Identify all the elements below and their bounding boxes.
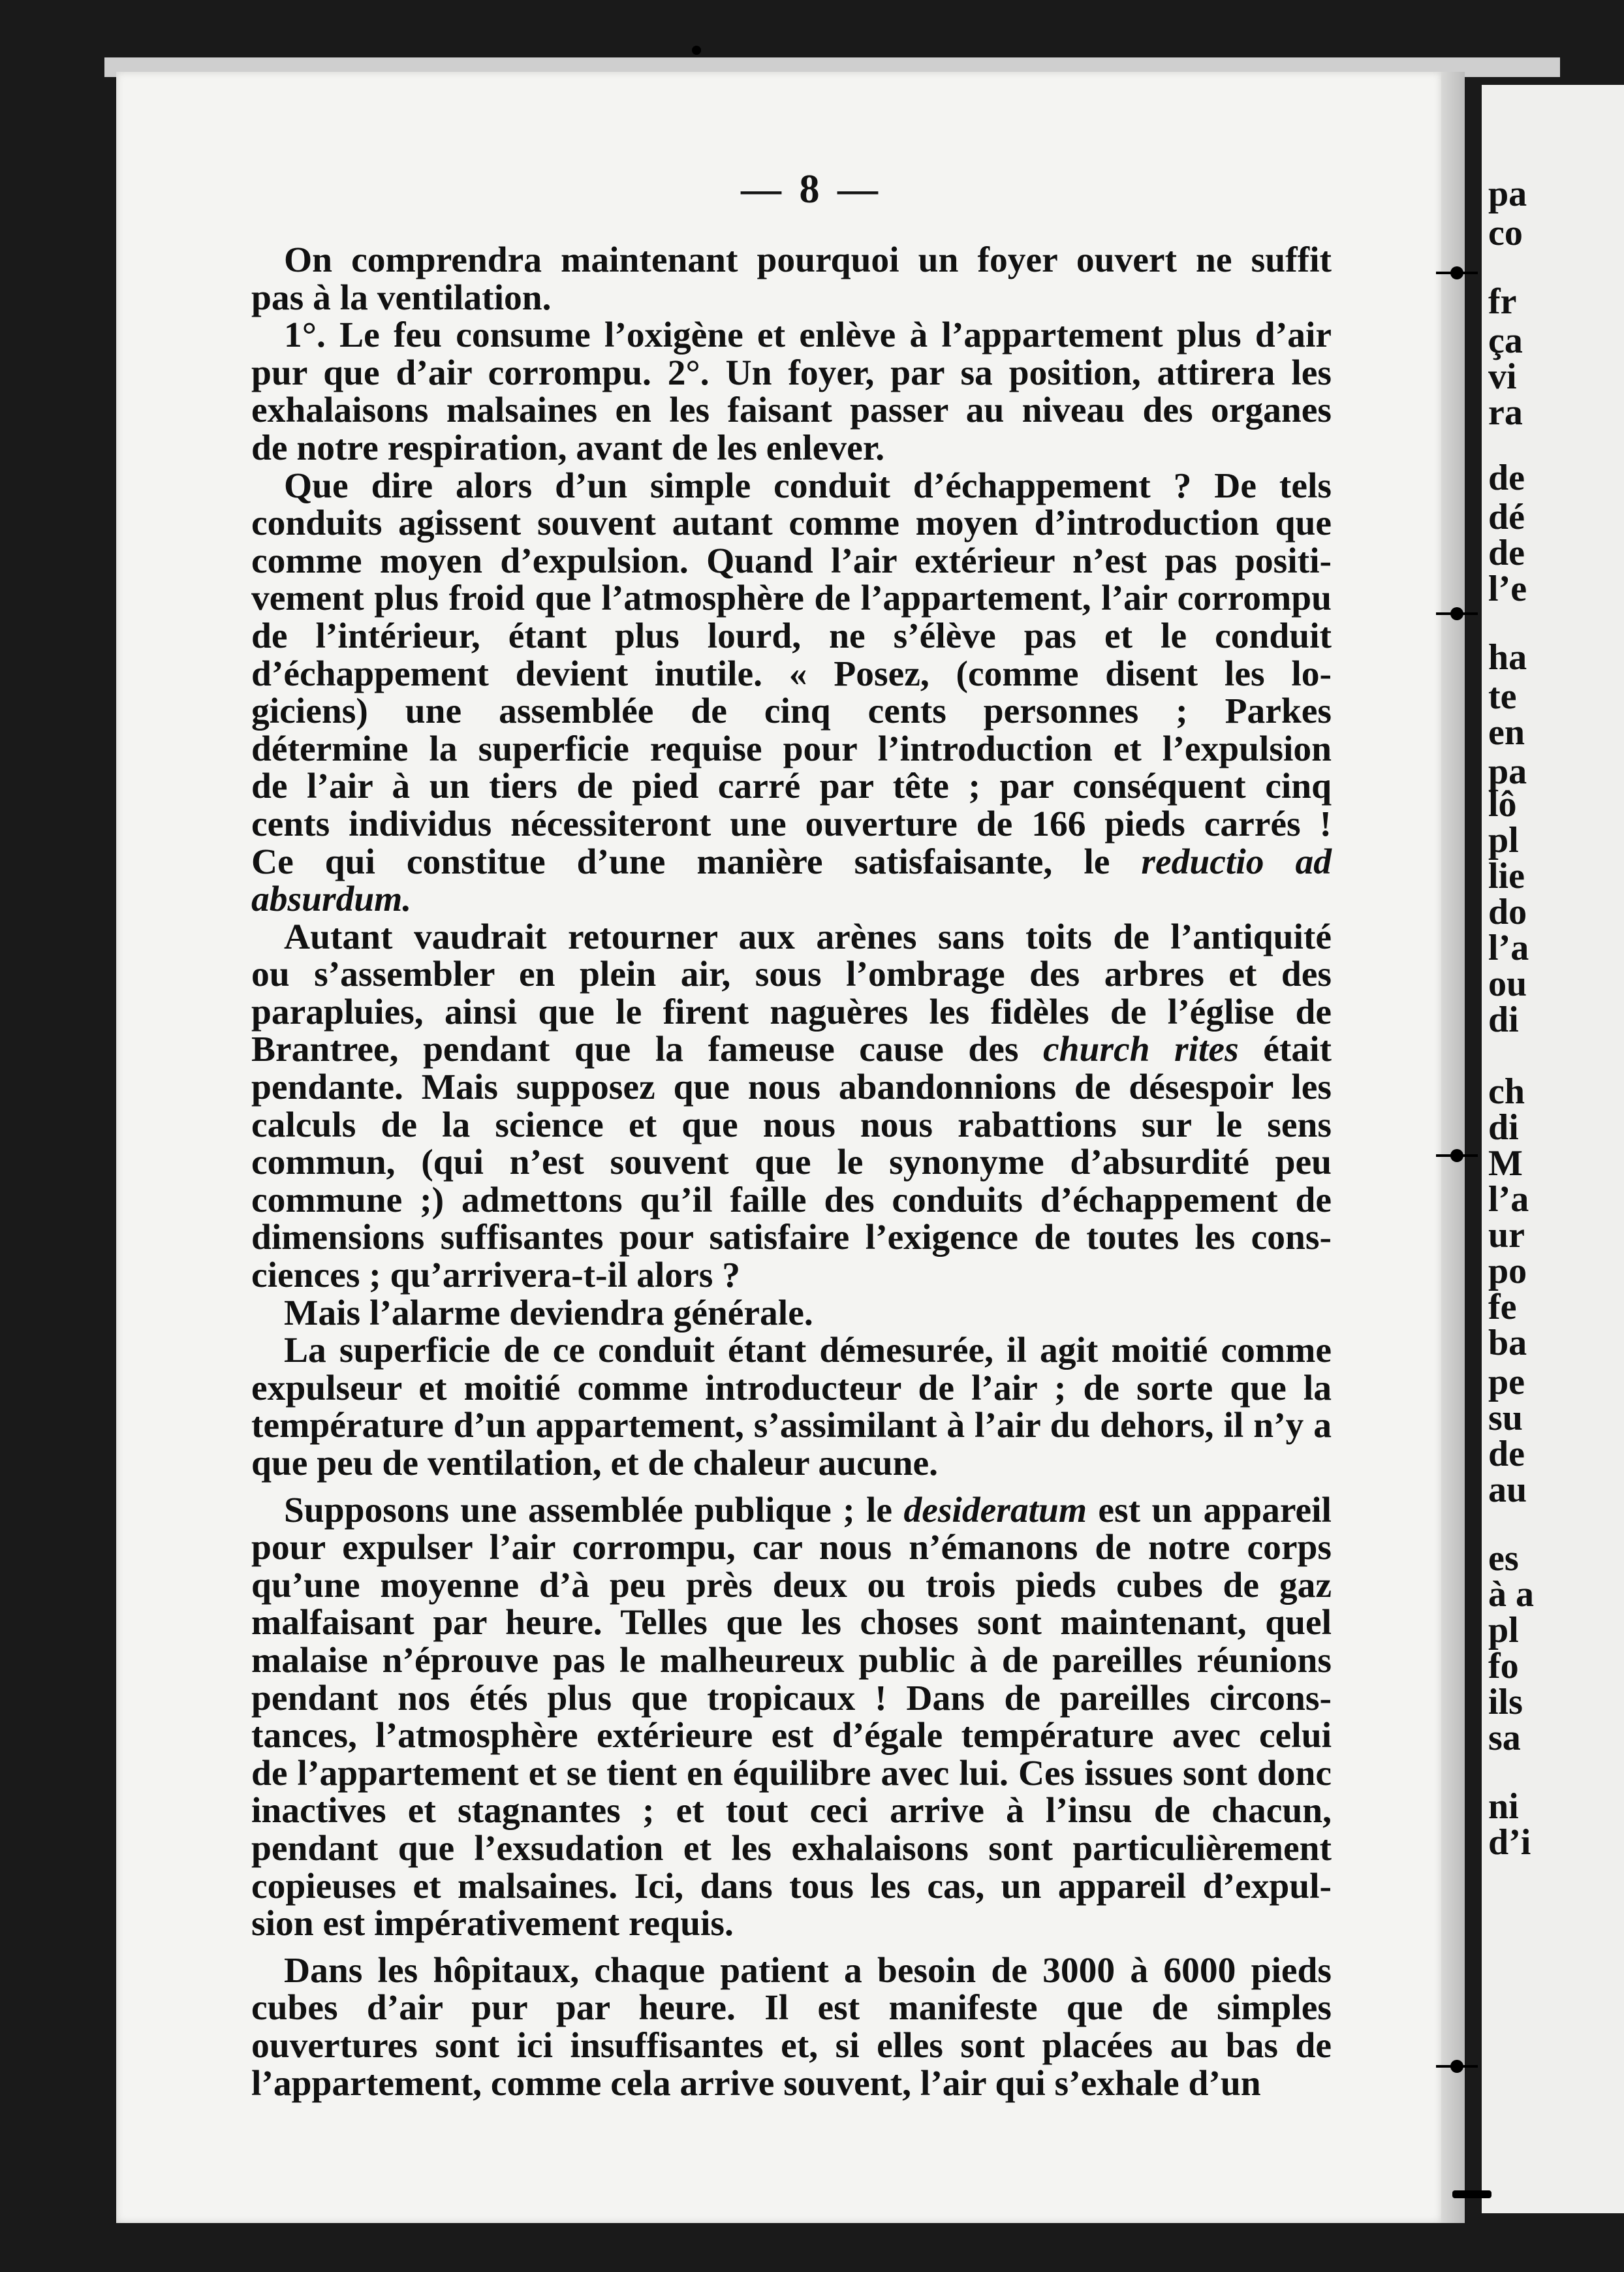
- adjacent-page-text-fragment: es: [1488, 1538, 1519, 1579]
- text-line: ouvertures sont ici insuffisantes et, si elles sont placées au bas de: [251, 2025, 1332, 2066]
- adjacent-page-text-fragment: fo: [1488, 1646, 1519, 1686]
- adjacent-page-text-fragment: co: [1488, 213, 1523, 253]
- text-line: Autant vaudrait retourner aux arènes sans toits de l’antiquité: [284, 917, 1332, 957]
- adjacent-page-text-fragment: su: [1488, 1398, 1523, 1438]
- text-line: On comprendra maintenant pourquoi un foyer ouvert ne suffit: [284, 240, 1332, 280]
- text-line: malaise n’éprouve pas le malheureux public à de pareilles réunions: [251, 1640, 1332, 1680]
- text-line: pas à la ventilation.: [251, 277, 552, 318]
- adjacent-page-text-fragment: dé: [1488, 497, 1525, 537]
- text-line: ou s’assembler en plein air, sous l’ombrage des arbres et des: [251, 955, 1332, 995]
- text-line: pendant que l’exsudation et les exhalaisons sont particulièrement: [251, 1828, 1332, 1869]
- adjacent-page-text-fragment: fr: [1488, 281, 1517, 322]
- adjacent-page-text-fragment: pl: [1488, 820, 1519, 860]
- text-line: Mais l’alarme deviendra générale.: [284, 1293, 813, 1333]
- adjacent-page-text-fragment: te: [1488, 676, 1517, 717]
- adjacent-page-text-fragment: di: [1488, 1000, 1519, 1040]
- text-line: calculs de la science et que nous nous rabattions sur le sens: [251, 1105, 1332, 1145]
- text-line: commune ;) admettons qu’il faille des conduits d’échappement de: [251, 1180, 1332, 1220]
- adjacent-page-text-fragment: ça: [1488, 321, 1523, 361]
- scan-speck: [692, 46, 701, 55]
- paragraph: [251, 467, 1332, 919]
- adjacent-page-text-fragment: vi: [1488, 356, 1517, 397]
- text-line: de l’intérieur, étant plus lourd, ne s’élève pas et le conduit: [251, 616, 1332, 656]
- paragraph: [251, 317, 1332, 467]
- text-line: Supposons une assemblée publique ; le desideratum est un appareil: [284, 1490, 1332, 1530]
- text-line: Ce qui constitue d’une manière satisfaisante, le reductio ad: [251, 842, 1332, 882]
- adjacent-page-text-fragment: l’a: [1488, 928, 1529, 968]
- text-line: exhalaisons malsaines en les faisant passer au niveau des organes: [251, 390, 1332, 431]
- text-line: 1°. Le feu consume l’oxigène et enlève à l’appartement plus d’air: [284, 315, 1332, 356]
- text-line: dimensions suffisantes pour satisfaire l’exigence de toutes les cons-: [251, 1218, 1332, 1258]
- adjacent-page-text-fragment: l’a: [1488, 1179, 1529, 1220]
- adjacent-page-text-fragment: lô: [1488, 784, 1517, 825]
- binding-pin-icon: [1450, 2060, 1463, 2073]
- adjacent-page-text-fragment: fe: [1488, 1287, 1517, 1327]
- paragraph: [251, 1952, 1332, 2102]
- adjacent-page-edge: [1482, 85, 1624, 2213]
- adjacent-page-text-fragment: l’e: [1488, 569, 1527, 609]
- adjacent-page-text-fragment: di: [1488, 1107, 1519, 1148]
- text-line: expulseur et moitié comme introducteur de l’air ; de sorte que la: [251, 1368, 1332, 1408]
- text-line: commun, (qui n’est souvent que le synonyme d’absurdité peu: [251, 1143, 1332, 1183]
- page-number: — 8 —: [741, 167, 882, 212]
- text-line: ciences ; qu’arrivera-t-il alors ?: [251, 1255, 741, 1296]
- body-text: [251, 242, 1332, 2102]
- text-line: absurdum.: [251, 879, 412, 920]
- adjacent-page-text-fragment: de: [1488, 1434, 1525, 1474]
- adjacent-page-text-fragment: pe: [1488, 1362, 1525, 1402]
- adjacent-page-text-fragment: pa: [1488, 751, 1527, 792]
- text-line: tances, l’atmosphère extérieure est d’égale température avec celui: [251, 1716, 1332, 1756]
- text-line: inactives et stagnantes ; et tout ceci arrive à l’insu de chacun,: [251, 1791, 1332, 1831]
- text-line: de notre respiration, avant de les enlever.: [251, 428, 885, 468]
- adjacent-page-text-fragment: do: [1488, 892, 1527, 932]
- adjacent-page-text-fragment: en: [1488, 712, 1525, 753]
- adjacent-page-text-fragment: de: [1488, 533, 1525, 573]
- text-line: qu’une moyenne d’à peu près deux ou trois pieds cubes de gaz: [251, 1565, 1332, 1605]
- text-line: giciens) une assemblée de cinq cents personnes ; Parkes: [251, 691, 1332, 732]
- paragraph: [251, 919, 1332, 1295]
- text-line: l’appartement, comme cela arrive souvent, l’air qui s’exhale d’un: [251, 2063, 1261, 2104]
- adjacent-page-text-fragment: à a: [1488, 1574, 1534, 1615]
- adjacent-page-text-fragment: ni: [1488, 1786, 1519, 1827]
- paragraph: [251, 1332, 1332, 1482]
- adjacent-page-text-fragment: ils: [1488, 1682, 1523, 1722]
- adjacent-page-text-fragment: ha: [1488, 637, 1527, 678]
- text-line: cubes d’air pur par heure. Il est manifeste que de simples: [251, 1988, 1332, 2028]
- text-line: température d’un appartement, s’assimilant à l’air du dehors, il n’y a: [251, 1406, 1332, 1446]
- text-line: que peu de ventilation, et de chaleur aucune.: [251, 1444, 938, 1483]
- adjacent-page-text-fragment: pa: [1488, 174, 1527, 214]
- binding-pin-icon: [1450, 266, 1463, 279]
- adjacent-page-text-fragment: ur: [1488, 1215, 1525, 1255]
- adjacent-page-text-fragment: au: [1488, 1470, 1527, 1510]
- paragraph: [251, 242, 1332, 317]
- text-line: Que dire alors d’un simple conduit d’échappement ? De tels: [284, 465, 1332, 506]
- adjacent-page-text-fragment: ch: [1488, 1071, 1525, 1112]
- text-line: conduits agissent souvent autant comme moyen d’introduction que: [251, 503, 1332, 544]
- scan-speck: [1452, 2190, 1491, 2198]
- adjacent-page-text-fragment: lie: [1488, 856, 1525, 896]
- adjacent-page-text-fragment: sa: [1488, 1718, 1521, 1758]
- text-line: sion est impérativement requis.: [251, 1904, 734, 1944]
- text-line: copieuses et malsaines. Ici, dans tous les cas, un appareil d’expul-: [251, 1866, 1332, 1906]
- adjacent-page-text-fragment: pl: [1488, 1610, 1519, 1650]
- text-line: vement plus froid que l’atmosphère de l’appartement, l’air corrompu: [251, 578, 1332, 619]
- binding-pin-icon: [1450, 1149, 1463, 1162]
- text-line: La superficie de ce conduit étant démesurée, il agit moitié comme: [284, 1331, 1332, 1371]
- text-line: de l’air à un tiers de pied carré par tête ; par conséquent cinq: [251, 766, 1332, 807]
- adjacent-page-text-fragment: po: [1488, 1251, 1527, 1291]
- text-line: Brantree, pendant que la fameuse cause des church rites était: [251, 1030, 1332, 1070]
- text-line: Dans les hôpitaux, chaque patient a besoin de 3000 à 6000 pieds: [284, 1950, 1332, 1991]
- adjacent-page-text-fragment: ou: [1488, 964, 1527, 1004]
- text-line: pur que d’air corrompu. 2°. Un foyer, par sa position, attirera les: [251, 353, 1332, 393]
- adjacent-page-text-fragment: d’i: [1488, 1822, 1531, 1863]
- text-line: pendant nos étés plus que tropicaux ! Dans de pareilles circons-: [251, 1678, 1332, 1718]
- text-line: cents individus nécessiteront une ouverture de 166 pieds carrés !: [251, 804, 1332, 844]
- text-line: pendante. Mais supposez que nous abandonnions de désespoir les: [251, 1067, 1332, 1108]
- text-line: détermine la superficie requise pour l’introduction et l’expulsion: [251, 729, 1332, 769]
- adjacent-page-text-fragment: ba: [1488, 1323, 1527, 1363]
- adjacent-page-text-fragment: ra: [1488, 392, 1523, 433]
- text-line: pour expulser l’air corrompu, car nous n’émanons de notre corps: [251, 1528, 1332, 1568]
- binding-pin-icon: [1450, 607, 1463, 620]
- paragraph: [251, 1295, 1332, 1333]
- text-line: de l’appartement et se tient en équilibre avec lui. Ces issues sont donc: [251, 1753, 1332, 1793]
- text-line: d’échappement devient inutile. « Posez, (comme disent les lo-: [251, 654, 1332, 694]
- page-binding-edge: [1441, 72, 1465, 2223]
- text-line: parapluies, ainsi que le firent naguères les fidèles de l’église de: [251, 992, 1332, 1032]
- adjacent-page-text-fragment: de: [1488, 458, 1525, 498]
- text-line: malfaisant par heure. Telles que les choses sont maintenant, quel: [251, 1603, 1332, 1643]
- adjacent-page-text-fragment: M: [1488, 1143, 1523, 1184]
- text-line: comme moyen d’expulsion. Quand l’air extérieur n’est pas positi-: [251, 541, 1332, 581]
- paragraph: [251, 1492, 1332, 1943]
